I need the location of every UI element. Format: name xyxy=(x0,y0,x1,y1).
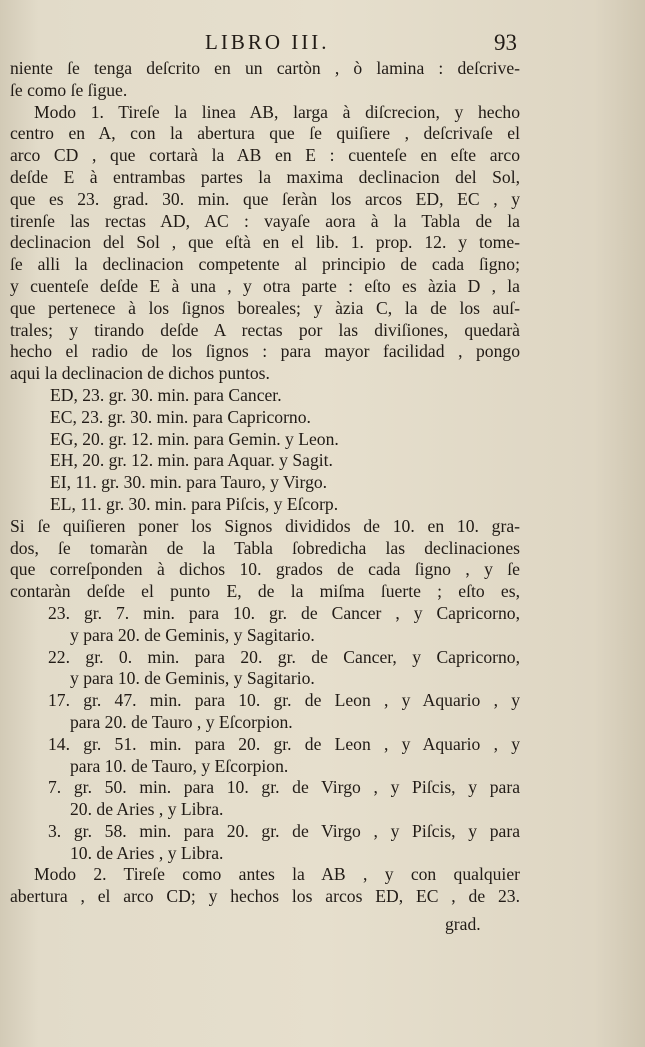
degree-list-continuation: 10. de Aries , y Libra. xyxy=(70,842,224,863)
degree-list-continuation: y para 10. de Geminis, y Sagitario. xyxy=(70,668,315,689)
text-line: niente ſe tenga deſcrito en un cartòn , ò lamina : deſcrive- xyxy=(10,58,520,78)
degree-list-item: 23. gr. 7. min. para 10. gr. de Cancer , y Capricorno, xyxy=(48,602,520,623)
degree-list-continuation: para 20. de Tauro , y Eſcorpion. xyxy=(70,711,293,732)
page-number: 93 xyxy=(494,30,517,55)
modo-1-line: Modo 1. Tireſe la linea AB, larga à diſcrecion, y hecho xyxy=(34,101,520,122)
text-line: declinacion del Sol , que eſtà en el lib. 1. prop. 12. y tome- xyxy=(10,232,520,253)
declination-list-item: ED, 23. gr. 30. min. para Cancer. xyxy=(50,384,282,405)
text-line: dos, ſe tomaràn de la Tabla ſobredicha las declinaciones xyxy=(10,537,520,558)
text-line: Si ſe quiſieren poner los Signos divididos de 10. en 10. gra- xyxy=(10,515,520,536)
body-text xyxy=(10,58,520,908)
declination-list-item: EH, 20. gr. 12. min. para Aquar. y Sagit. xyxy=(50,450,333,471)
text-line: aqui la declinacion de dichos puntos. xyxy=(10,363,270,384)
text-line: arco CD , que cortarà la AB en E : cuenteſe en eſte arco xyxy=(10,145,520,166)
text-line: ſe alli la declinacion competente al principio de cada ſigno; xyxy=(10,254,520,275)
declination-list-item: EI, 11. gr. 30. min. para Tauro, y Virgo. xyxy=(50,472,328,493)
text-line: deſde E à entrambas partes la maxima declinacion del Sol, xyxy=(10,166,520,187)
text-line: tirenſe las rectas AD, AC : vayaſe aora à la Tabla de la xyxy=(10,210,520,231)
text-line: ſe como ſe ſigue. xyxy=(10,79,128,100)
degree-list-continuation: para 10. de Tauro, y Eſcorpion. xyxy=(70,755,289,776)
declination-list-item: EG, 20. gr. 12. min. para Gemin. y Leon. xyxy=(50,428,339,449)
degree-list-continuation: y para 20. de Geminis, y Sagitario. xyxy=(70,624,315,645)
running-head: LIBRO III. xyxy=(205,30,330,54)
declination-list-item: EC, 23. gr. 30. min. para Capricorno. xyxy=(50,406,311,427)
text-line: hecho el radio de los ſignos : para mayor facilidad , pongo xyxy=(10,341,520,362)
text-line: trales; y tirando deſde A rectas por las diviſiones, quedarà xyxy=(10,319,520,340)
degree-list-item: 22. gr. 0. min. para 20. gr. de Cancer, y Capricorno, xyxy=(48,646,520,667)
text-line: abertura , el arco CD; y hechos los arcos ED, EC , de 23. xyxy=(10,886,520,907)
degree-list-item: 17. gr. 47. min. para 10. gr. de Leon , y Aquario , y xyxy=(48,690,520,711)
text-line: contaràn deſde el punto E, de la miſma ſuerte ; eſto es, xyxy=(10,581,520,602)
degree-list-item: 7. gr. 50. min. para 10. gr. de Virgo , y Piſcis, y para xyxy=(48,777,520,798)
text-line: que correſponden à dichos 10. grados de cada ſigno , y ſe xyxy=(10,559,520,580)
page-header xyxy=(0,30,645,60)
degree-list-item: 3. gr. 58. min. para 20. gr. de Virgo , y Piſcis, y para xyxy=(48,820,520,841)
degree-list-continuation: 20. de Aries , y Libra. xyxy=(70,799,224,820)
text-line: y cuenteſe deſde E à una , y otra parte : eſto es àzia D , la xyxy=(10,275,520,296)
text-line: que pertenece à los ſignos boreales; y àzia C, la de los auſ- xyxy=(10,297,520,318)
text-line: que es 23. grad. 30. min. que ſeràn los arcos ED, EC , y xyxy=(10,188,520,209)
declination-list-item: EL, 11. gr. 30. min. para Piſcis, y Eſcorp. xyxy=(50,493,339,514)
degree-list-item: 14. gr. 51. min. para 20. gr. de Leon , y Aquario , y xyxy=(48,733,520,754)
text-line: centro en A, con la abertura que ſe quiſiere , deſcrivaſe el xyxy=(10,123,520,144)
catchword: grad. xyxy=(445,914,481,934)
modo-2-line: Modo 2. Tireſe como antes la AB , y con qualquier xyxy=(34,864,520,885)
